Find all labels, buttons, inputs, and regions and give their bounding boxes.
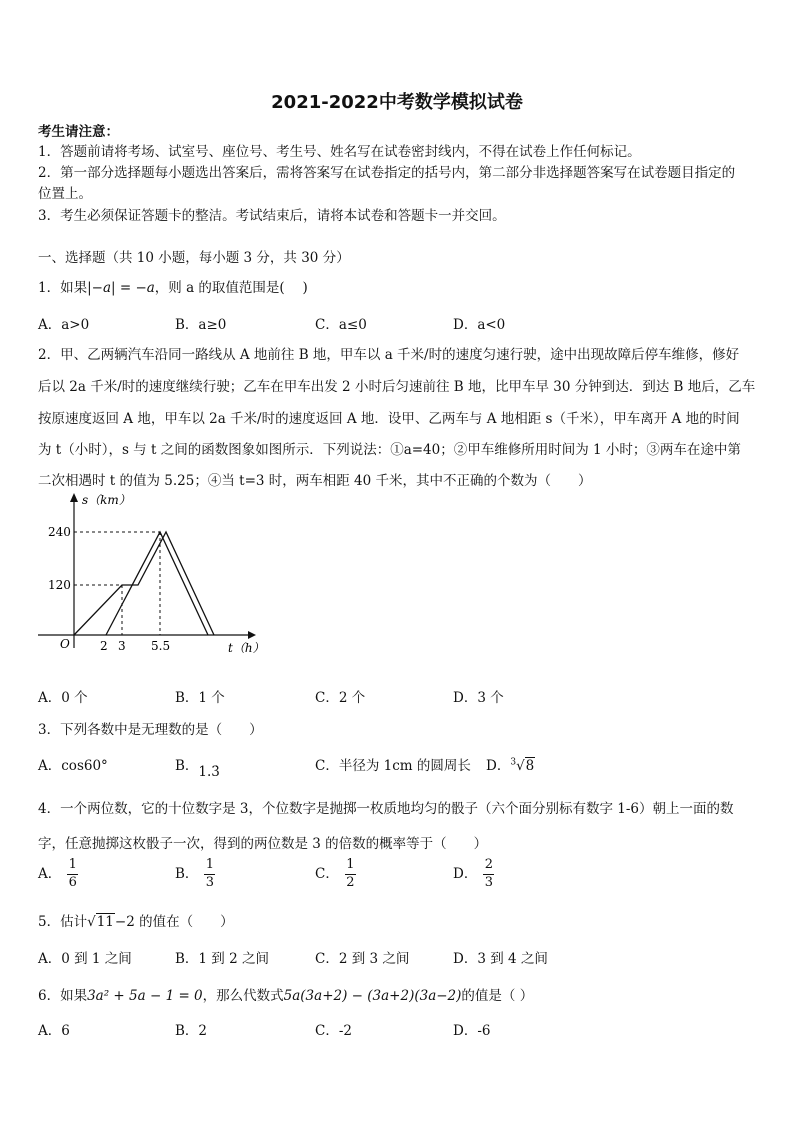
question-2-stem: 按原速度返回 A 地，甲车以 2a 千米/时的速度返回 A 地．设甲、乙两车与 A 地相距 s（千米），甲车离开 A 地的时间: [38, 411, 740, 427]
q6-suffix: 的值是（ ）: [461, 988, 534, 1004]
x-axis-label: t（h）: [228, 641, 265, 655]
q3-option-b-label: B．: [175, 758, 199, 774]
q4-option-label: B．: [175, 865, 199, 882]
q6-option-a: A．6: [38, 1023, 70, 1039]
y-tick-label: 240: [48, 525, 71, 539]
q3-option-d-label: D．: [486, 758, 511, 774]
cube-root-index: 3: [510, 757, 517, 768]
q6-expression: 5a(3a+2) − (3a+2)(3a−2): [283, 988, 462, 1004]
q6-option-b: B．2: [175, 1023, 208, 1039]
y-axis-label: s（km）: [82, 493, 131, 507]
question-4-stem: 4．一个两位数，它的十位数字是 3，个位数字是抛掷一枚质地均匀的骰子（六个面分别标有数字 1-6）朝上一面的数: [38, 801, 734, 817]
q4-option-label: C．: [315, 865, 339, 882]
question-2-stem: 为 t（小时），s 与 t 之间的函数图象如图所示．下列说法：①a=40；②甲车维修所用时间为 1 小时；③两车在途中第: [38, 442, 741, 458]
q2-option-d: D．3 个: [453, 690, 504, 706]
car-jia-line: [74, 532, 214, 635]
fraction-numerator: 2: [484, 857, 493, 872]
q4-option-d: [453, 858, 494, 891]
fraction-numerator: 1: [68, 857, 77, 872]
question-3-stem: 3．下列各数中是无理数的是（ ）: [38, 722, 263, 738]
notice-item: 3．考生必须保证答题卡的整洁。考试结束后，请将本试卷和答题卡一并交回。: [38, 208, 506, 224]
q1-option-d: D．a<0: [453, 317, 506, 333]
q6-option-d: D．-6: [453, 1023, 491, 1039]
q6-option-c: C．-2: [315, 1023, 352, 1039]
q3-option-d: [486, 754, 535, 774]
q1-option-a: A．a>0: [38, 317, 90, 333]
question-1-stem: 1．如果|−𝑎| = −𝑎，则 a 的取值范围是( ): [38, 280, 308, 296]
q5-option-a: A．0 到 1 之间: [38, 951, 132, 967]
x-tick-label: 2: [100, 639, 108, 653]
q5-radicand: 11: [96, 914, 114, 930]
q2-option-b: B．1 个: [175, 690, 225, 706]
question-6-stem: [38, 984, 533, 1004]
distance-time-graph: [36, 488, 276, 668]
notice-heading: 考生请注意：: [38, 124, 119, 140]
question-2-stem: 2．甲、乙两辆汽车沿同一路线从 A 地前往 B 地，甲车以 a 千米/时的速度匀速行驶，途中出现故障后停车维修，修好: [38, 347, 740, 363]
q3-option-c: C．半径为 1cm 的圆周长: [315, 758, 471, 774]
q1-option-b: B．a≥0: [175, 317, 227, 333]
q6-middle: ，那么代数式: [202, 988, 284, 1004]
x-tick-label: 3: [118, 639, 126, 653]
q4-option-a: [38, 858, 78, 891]
question-2-stem: 后以 2a 千米/时的速度继续行驶；乙车在甲车出发 2 小时后匀速前往 B 地，比甲车早 30 分钟到达．到达 B 地后，乙车: [38, 379, 756, 395]
fraction-numerator: 1: [346, 857, 355, 872]
q5-option-c: C．2 到 3 之间: [315, 951, 410, 967]
q1-option-c: C．a≤0: [315, 317, 367, 333]
x-tick-label: 5.5: [151, 639, 171, 653]
q3-option-b-value: 1.3̇: [198, 764, 220, 780]
origin-label: O: [60, 637, 70, 651]
cube-root-radicand: 8: [525, 758, 535, 774]
question-2-stem: 二次相遇时 t 的值为 5.25；④当 t=3 时，两车相距 40 千米，其中不正确的个数为（ ）: [38, 473, 592, 489]
fraction-denominator: 3: [484, 874, 493, 890]
q5-option-d: D．3 到 4 之间: [453, 951, 548, 967]
q5-option-b: B．1 到 2 之间: [175, 951, 269, 967]
radical-sign-icon: √: [516, 758, 525, 774]
q4-option-label: D．: [453, 865, 478, 882]
notice-item: 2．第一部分选择题每小题选出答案后，需将答案写在试卷指定的括号内，第二部分非选择题答案写在试卷题目指定的: [38, 165, 736, 181]
radical-sign-icon: √: [87, 914, 96, 930]
q3-option-b: [175, 754, 220, 780]
q2-option-c: C．2 个: [315, 690, 366, 706]
q6-prefix: 6．如果: [38, 988, 88, 1004]
notice-item: 1．答题前请将考场、试室号、座位号、考生号、姓名写在试卷密封线内，不得在试卷上作任何标记。: [38, 144, 641, 160]
section-heading: 一、选择题（共 10 小题，每小题 3 分，共 30 分）: [38, 250, 350, 266]
y-axis-arrow: [70, 493, 78, 502]
question-4-stem: 字，任意抛掷这枚骰子一次，得到的两位数是 3 的倍数的概率等于（ ）: [38, 836, 488, 852]
car-yi-line: [106, 532, 208, 635]
fraction-numerator: 1: [205, 857, 215, 872]
q6-equation: 3a² + 5a − 1 = 0: [87, 988, 203, 1004]
q4-option-c: [315, 858, 356, 891]
fraction-denominator: 3: [205, 874, 215, 890]
q4-option-b: [175, 858, 215, 891]
x-axis-arrow: [248, 631, 256, 639]
q5-suffix: −2 的值在（ ）: [114, 914, 234, 930]
fraction-denominator: 6: [68, 874, 77, 890]
q5-prefix: 5．估计: [38, 914, 88, 930]
question-5-stem: [38, 910, 234, 930]
y-tick-label: 120: [48, 578, 71, 592]
q4-option-label: A．: [38, 865, 62, 882]
page-title: 2021-2022中考数学模拟试卷: [271, 92, 523, 113]
q2-option-a: A．0 个: [38, 690, 88, 706]
fraction-denominator: 2: [346, 874, 355, 890]
q3-option-a: A．cos60°: [38, 758, 108, 774]
notice-item: 位置上。: [38, 186, 92, 202]
